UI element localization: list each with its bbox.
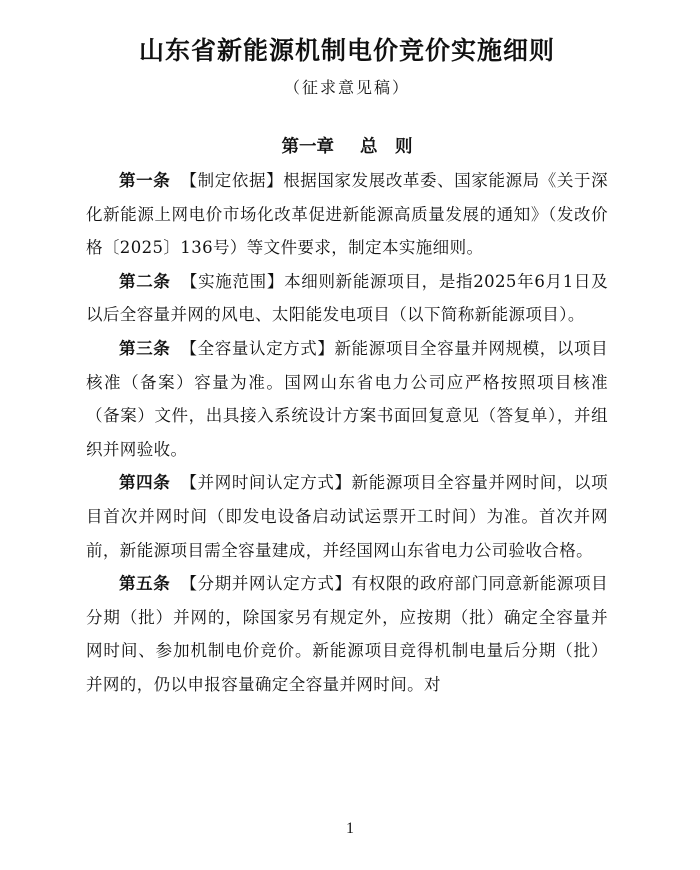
article-number: 第二条 <box>119 271 171 291</box>
article-number: 第五条 <box>119 574 171 594</box>
article-1 <box>86 164 608 265</box>
article-3 <box>86 332 608 466</box>
article-2 <box>86 265 608 332</box>
article-heading: 【全容量认定方式】 <box>180 338 335 358</box>
article-heading: 【实施范围】 <box>180 271 285 291</box>
article-number: 第四条 <box>119 473 171 493</box>
article-5 <box>86 567 608 701</box>
article-text: 新能源项目全容量并网规模，以项目核准（备案）容量为准。国网山东省电力公司应严格按照项目核准（备案）文件，出具接入系统设计方案书面回复意见（答复单），并组织并网验收。 <box>86 338 608 459</box>
article-text: 有权限的政府部门同意新能源项目分期（批）并网的，除国家另有规定外，应按期（批）确定全容量并网时间、参加机制电价竞价。新能源项目竞得机制电量后分期（批）并网的，仍以申报容量确定全容量并网时间。对 <box>86 574 609 694</box>
document-subtitle: （征求意见稿） <box>283 78 410 97</box>
article-heading: 【制定依据】 <box>180 171 284 190</box>
article-number: 第一条 <box>119 171 171 190</box>
document-title: 山东省新能源机制电价竞价实施细则 <box>138 36 555 65</box>
article-heading: 【分期并网认定方式】 <box>180 574 352 594</box>
article-number: 第三条 <box>119 338 171 358</box>
chapter-number: 第一章 <box>281 137 334 157</box>
article-text: 根据国家发展改革委、国家能源局《关于深化新能源上网电价市场化改革促进新能源高质量发展的通知》（发改价格〔2025〕136号）等文件要求，制定本实施细则。 <box>86 171 609 258</box>
article-4 <box>86 466 608 567</box>
article-list <box>86 164 608 702</box>
article-heading: 【并网时间认定方式】 <box>180 473 352 493</box>
chapter-name: 总 则 <box>360 137 413 157</box>
article-text: 新能源项目全容量并网时间，以项目首次并网时间（即发电设备启动试运票开工时间）为准。首次并网前，新能源项目需全容量建成，并经国网山东省电力公司验收合格。 <box>86 473 609 560</box>
chapter-title <box>86 134 608 160</box>
page-number: 1 <box>346 820 354 837</box>
article-text: 本细则新能源项目，是指2025年6月1日及以后全容量并网的风电、太阳能发电项目（以下简称新能源项目）。 <box>86 271 609 325</box>
